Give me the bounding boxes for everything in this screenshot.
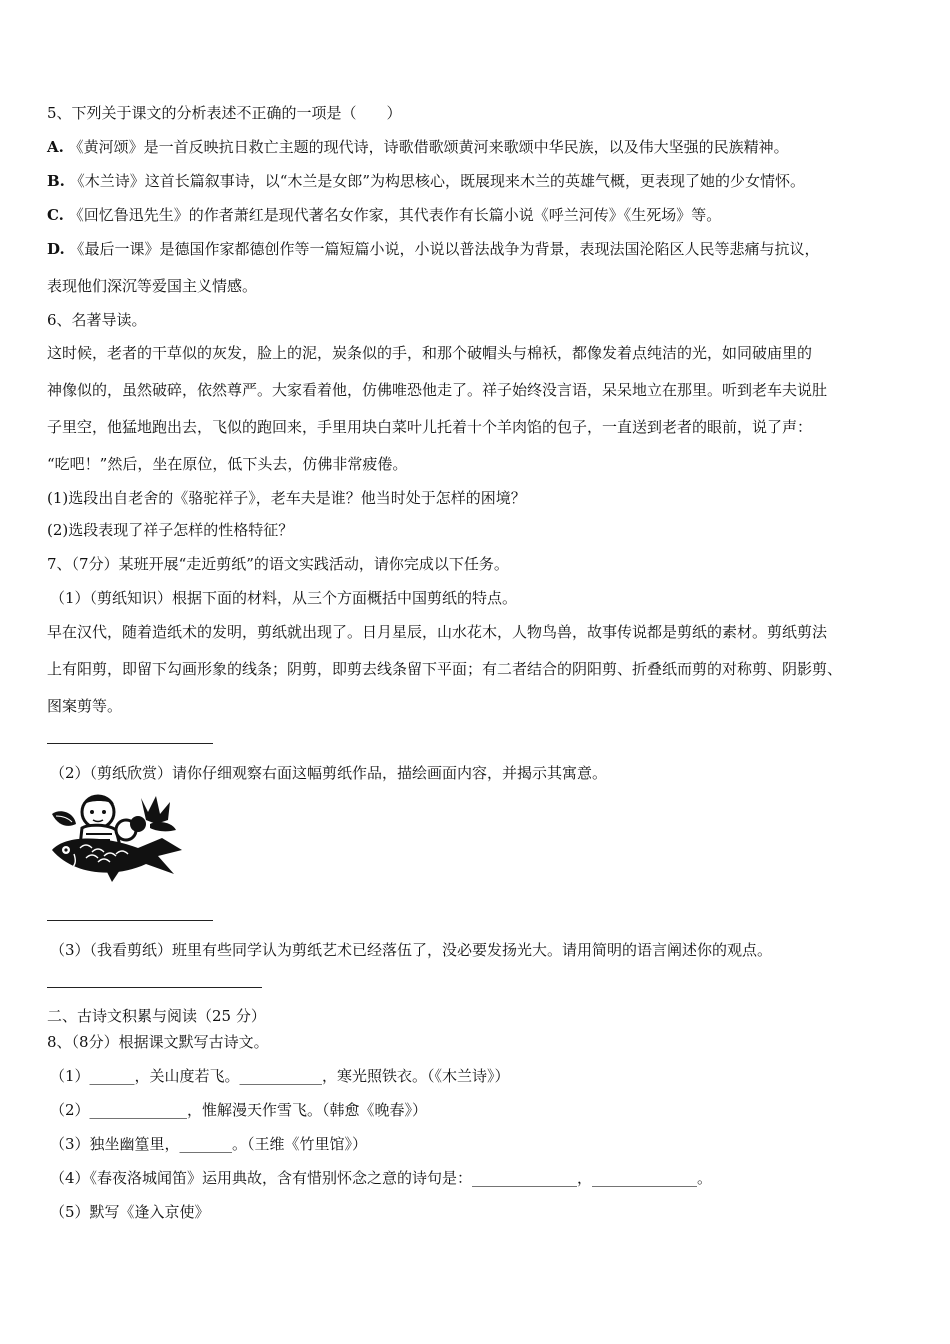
- option-d-label: D.: [47, 240, 65, 258]
- q6-passage-line-3: 子里空，他猛地跑出去，飞似的跑回来，手里用块白菜叶儿托着十个羊肉馅的包子，一直送到老者的眼前，说了声：: [47, 418, 813, 436]
- option-d-text: 《最后一课》是德国作家都德创作等一篇短篇小说，小说以普法战争为背景，表现法国沦陷区人民等悲痛与抗议，: [69, 240, 820, 258]
- q8-item-3: （3）独坐幽篁里，_______。（王维《竹里馆》）: [50, 1135, 368, 1153]
- option-a-label: A.: [47, 138, 64, 156]
- q5-option-d: [47, 239, 820, 259]
- q6-passage-line-2: 神像似的，虽然破碎，依然尊严。大家看着他，仿佛唯恐他走了。祥子始终没言语，呆呆地立在那里。听到老车夫说肚: [47, 381, 828, 399]
- q6-passage-line-4: “吃吧！”然后，坐在原位，低下头去，仿佛非常疲倦。: [47, 455, 408, 473]
- answer-line-3[interactable]: [47, 987, 262, 988]
- answer-line-1[interactable]: [47, 743, 213, 744]
- papercut-child-fish-icon: [46, 790, 191, 885]
- option-a-text: 《黄河颂》是一首反映抗日救亡主题的现代诗，诗歌借歌颂黄河来歌颂中华民族，以及伟大坚强的民族精神。: [68, 138, 789, 156]
- q8-stem: 8、（8分）根据课文默写古诗文。: [47, 1033, 269, 1051]
- q6-passage-line-1: 这时候，老者的干草似的灰发，脸上的泥，炭条似的手，和那个破帽头与棉袄，都像发着点纯洁的光，如同破庙里的: [47, 344, 813, 362]
- q7-task-1: （1）（剪纸知识）根据下面的材料，从三个方面概括中国剪纸的特点。: [50, 589, 518, 607]
- q5-option-a: [47, 137, 789, 157]
- q6-sub-question-2: (2)选段表现了祥子怎样的性格特征？: [47, 521, 294, 539]
- option-c-text: 《回忆鲁迅先生》的作者萧红是现代著名女作家，其代表作有长篇小说《呼兰河传》《生死场》等。: [68, 206, 722, 224]
- q7-task-3: （3）（我看剪纸）班里有些同学认为剪纸艺术已经落伍了，没必要发扬光大。请用简明的语言阐述你的观点。: [50, 941, 773, 959]
- option-c-label: C.: [47, 206, 64, 224]
- option-b-label: B.: [47, 172, 65, 190]
- section-2-title: 二、古诗文积累与阅读（25 分）: [47, 1007, 266, 1025]
- q5-option-c: [47, 205, 721, 225]
- option-b-text: 《木兰诗》这首长篇叙事诗，以“木兰是女郎”为构思核心，既展现来木兰的英雄气概，更表现了她的少女情怀。: [69, 172, 806, 190]
- q5-option-d-cont: 表现他们深沉等爱国主义情感。: [47, 277, 258, 295]
- q8-item-5: （5）默写《逢入京使》: [50, 1203, 210, 1221]
- q7-material-line-3: 图案剪等。: [47, 697, 123, 715]
- q8-item-2: （2）_____________，惟解漫天作雪飞。（韩愈《晚春》）: [50, 1101, 428, 1119]
- q5-option-b: [47, 171, 805, 191]
- q6-sub-question-1: (1)选段出自老舍的《骆驼祥子》，老车夫是谁？他当时处于怎样的困境？: [47, 489, 526, 507]
- answer-line-2[interactable]: [47, 920, 213, 921]
- q5-stem: 5、下列关于课文的分析表述不正确的一项是（ ）: [47, 104, 402, 122]
- q7-material-line-2: 上有阳剪，即留下勾画形象的线条；阴剪，即剪去线条留下平面；有二者结合的阴阳剪、折叠纸而剪的对称剪、阴影剪、: [47, 660, 843, 678]
- q6-stem: 6、名著导读。: [47, 311, 147, 329]
- q7-task-2: （2）（剪纸欣赏）请你仔细观察右面这幅剪纸作品，描绘画面内容，并揭示其寓意。: [50, 764, 608, 782]
- q7-material-line-1: 早在汉代，随着造纸术的发明，剪纸就出现了。日月星辰，山水花木，人物鸟兽，故事传说都是剪纸的素材。剪纸剪法: [47, 623, 828, 641]
- q8-item-1: （1）______，关山度若飞。___________，寒光照铁衣。（《木兰诗》）: [50, 1067, 510, 1085]
- q8-item-4: （4）《春夜洛城闻笛》运用典故，含有惜别怀念之意的诗句是：______________，______________。: [50, 1169, 713, 1187]
- q7-stem: 7、（7分）某班开展“走近剪纸”的语文实践活动，请你完成以下任务。: [47, 555, 509, 573]
